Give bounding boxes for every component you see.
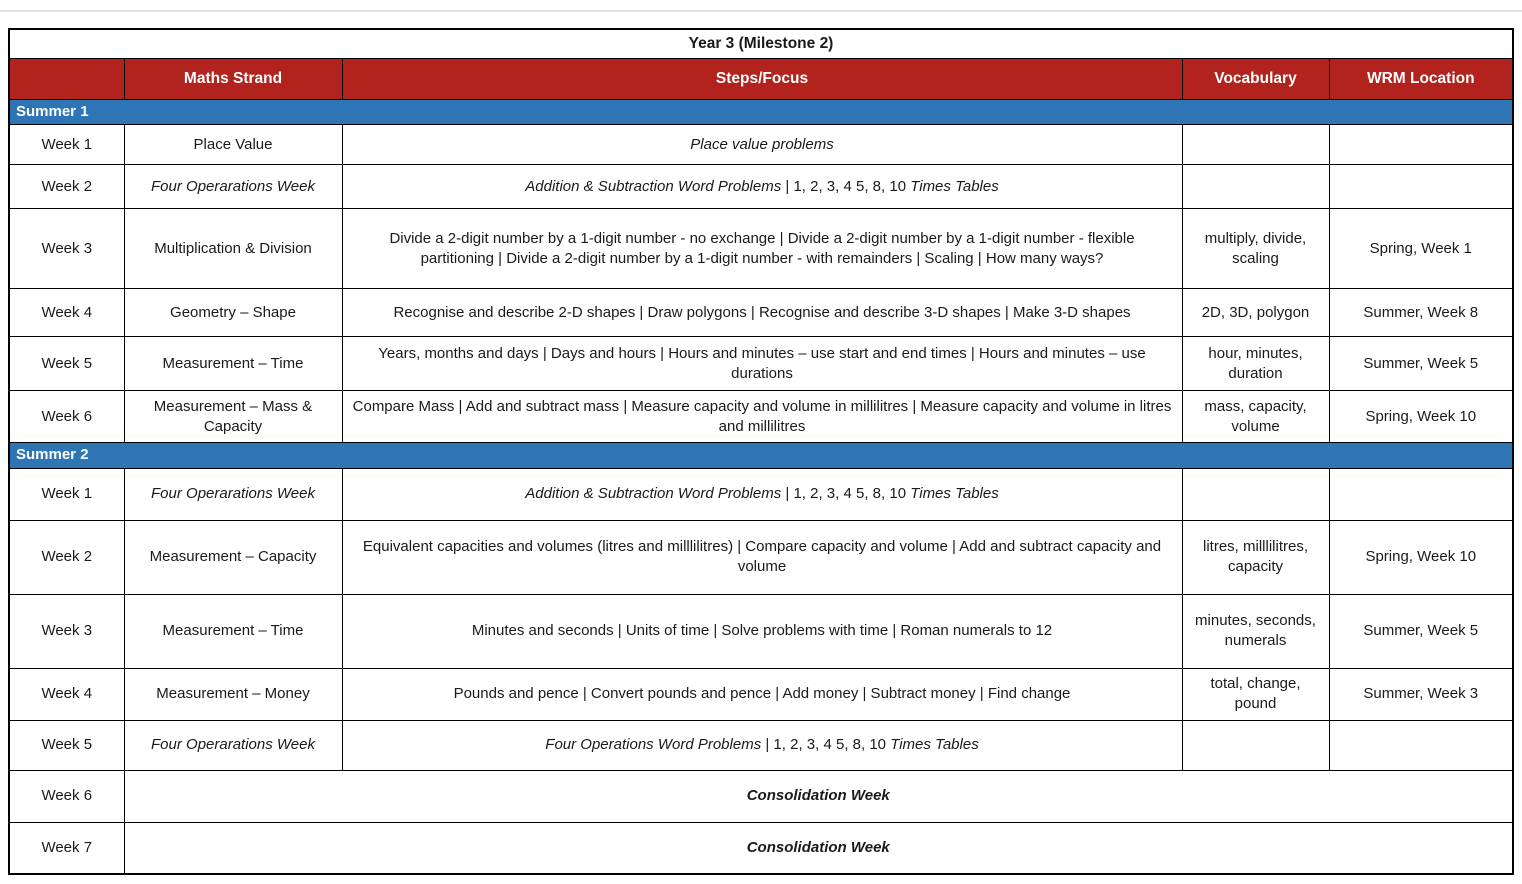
- vocabulary-cell: [1182, 720, 1329, 770]
- wrm-location-cell: [1329, 125, 1513, 165]
- column-header-vocabulary: Vocabulary: [1182, 59, 1329, 100]
- steps-text-segment: | 1, 2, 3, 4 5, 8, 10: [761, 735, 891, 753]
- wrm-location-cell: Summer, Week 8: [1329, 289, 1513, 337]
- maths-strand-cell: Geometry – Shape: [124, 289, 342, 337]
- steps-focus-cell: [342, 337, 1182, 391]
- vocabulary-cell: minutes, seconds, numerals: [1182, 594, 1329, 668]
- week-cell: Week 4: [9, 668, 124, 720]
- wrm-location-cell: Summer, Week 5: [1329, 594, 1513, 668]
- vocabulary-cell: litres, milllilitres, capacity: [1182, 520, 1329, 594]
- section-row-summer-2: [9, 443, 1513, 468]
- steps-focus-cell: [342, 668, 1182, 720]
- week-cell: Week 3: [9, 594, 124, 668]
- steps-focus-cell: [342, 165, 1182, 209]
- steps-focus-cell: [342, 594, 1182, 668]
- steps-text-segment: Times Tables: [910, 177, 999, 195]
- maths-strand-cell: Four Operarations Week: [124, 468, 342, 520]
- steps-focus-cell: [342, 720, 1182, 770]
- steps-text-segment: Four Operations Word Problems: [545, 735, 762, 753]
- week-cell: Week 7: [9, 822, 124, 874]
- steps-focus-cell: [342, 289, 1182, 337]
- steps-text-segment: Minutes and seconds | Units of time | Solve problems with time | Roman numerals to 12: [471, 621, 1053, 639]
- steps-text-segment: Place value problems: [690, 135, 834, 153]
- table-row: [9, 520, 1513, 594]
- maths-strand-cell: Measurement – Money: [124, 668, 342, 720]
- table-title: Year 3 (Milestone 2): [9, 29, 1513, 59]
- steps-focus-cell: [342, 125, 1182, 165]
- table-row: [9, 391, 1513, 443]
- maths-strand-cell: Multiplication & Division: [124, 209, 342, 289]
- steps-text-segment: Divide a 2-digit number by a 1-digit number - no exchange | Divide a 2-digit number by a 1-digit number - flexible partitioning | Divide a 2-digit number by a 1-digit number - with remainders | Scaling | How many ways?: [389, 229, 1135, 267]
- curriculum-table: [8, 28, 1514, 875]
- steps-text-segment: | 1, 2, 3, 4 5, 8, 10: [781, 484, 911, 502]
- title-row: [9, 29, 1513, 59]
- vocabulary-cell: [1182, 125, 1329, 165]
- week-cell: Week 3: [9, 209, 124, 289]
- table-row: [9, 594, 1513, 668]
- table-row: [9, 165, 1513, 209]
- maths-strand-cell: Measurement – Capacity: [124, 520, 342, 594]
- steps-focus-cell: [342, 391, 1182, 443]
- wrm-location-cell: [1329, 720, 1513, 770]
- wrm-location-cell: [1329, 468, 1513, 520]
- week-cell: Week 1: [9, 468, 124, 520]
- column-header-steps-focus: Steps/Focus: [342, 59, 1182, 100]
- table-row: [9, 209, 1513, 289]
- table-row: [9, 468, 1513, 520]
- vocabulary-cell: total, change, pound: [1182, 668, 1329, 720]
- steps-text-segment: Equivalent capacities and volumes (litres and milllilitres) | Compare capacity and volume | Add and subtract capacity and volume: [362, 537, 1162, 575]
- wrm-location-cell: Summer, Week 5: [1329, 337, 1513, 391]
- vocabulary-cell: multiply, divide, scaling: [1182, 209, 1329, 289]
- column-header-blank: [9, 59, 124, 100]
- column-header-wrm-location: WRM Location: [1329, 59, 1513, 100]
- section-row-summer-1: [9, 100, 1513, 125]
- steps-focus-cell: [342, 209, 1182, 289]
- steps-text-segment: Years, months and days | Days and hours | Hours and minutes – use start and end times | Hours and minutes – use durations: [378, 344, 1146, 382]
- wrm-location-cell: Summer, Week 3: [1329, 668, 1513, 720]
- table-row: [9, 770, 1513, 822]
- consolidation-cell: Consolidation Week: [124, 770, 1513, 822]
- section-header-label: Summer 2: [9, 443, 1513, 468]
- vocabulary-cell: [1182, 468, 1329, 520]
- maths-strand-cell: Four Operarations Week: [124, 720, 342, 770]
- consolidation-cell: Consolidation Week: [124, 822, 1513, 874]
- maths-strand-cell: Measurement – Time: [124, 594, 342, 668]
- maths-strand-cell: Measurement – Time: [124, 337, 342, 391]
- week-cell: Week 6: [9, 391, 124, 443]
- wrm-location-cell: [1329, 165, 1513, 209]
- week-cell: Week 1: [9, 125, 124, 165]
- steps-text-segment: Recognise and describe 2-D shapes | Draw polygons | Recognise and describe 3-D shapes | Make 3-D shapes: [393, 303, 1131, 321]
- vocabulary-cell: 2D, 3D, polygon: [1182, 289, 1329, 337]
- vocabulary-cell: hour, minutes, duration: [1182, 337, 1329, 391]
- section-header-label: Summer 1: [9, 100, 1513, 125]
- steps-text-segment: Pounds and pence | Convert pounds and pence | Add money | Subtract money | Find change: [453, 684, 1071, 702]
- steps-text-segment: Addition & Subtraction Word Problems: [525, 484, 782, 502]
- steps-text-segment: Compare Mass | Add and subtract mass | Measure capacity and volume in millilitres | Measure capacity and volume in litres and millilitres: [352, 397, 1172, 435]
- column-header-maths-strand: Maths Strand: [124, 59, 342, 100]
- maths-strand-cell: Measurement – Mass & Capacity: [124, 391, 342, 443]
- table-row: [9, 125, 1513, 165]
- week-cell: Week 5: [9, 720, 124, 770]
- week-cell: Week 5: [9, 337, 124, 391]
- top-divider: [0, 10, 1522, 12]
- steps-text-segment: Times Tables: [890, 735, 979, 753]
- wrm-location-cell: Spring, Week 10: [1329, 520, 1513, 594]
- wrm-location-cell: Spring, Week 1: [1329, 209, 1513, 289]
- week-cell: Week 6: [9, 770, 124, 822]
- steps-text-segment: | 1, 2, 3, 4 5, 8, 10: [781, 177, 911, 195]
- vocabulary-cell: [1182, 165, 1329, 209]
- table-row: [9, 822, 1513, 874]
- steps-text-segment: Times Tables: [910, 484, 999, 502]
- table-row: [9, 668, 1513, 720]
- column-header-row: [9, 59, 1513, 100]
- week-cell: Week 4: [9, 289, 124, 337]
- maths-strand-cell: Four Operarations Week: [124, 165, 342, 209]
- vocabulary-cell: mass, capacity, volume: [1182, 391, 1329, 443]
- wrm-location-cell: Spring, Week 10: [1329, 391, 1513, 443]
- steps-focus-cell: [342, 468, 1182, 520]
- table-row: [9, 337, 1513, 391]
- table-row: [9, 720, 1513, 770]
- week-cell: Week 2: [9, 520, 124, 594]
- table-row: [9, 289, 1513, 337]
- week-cell: Week 2: [9, 165, 124, 209]
- steps-focus-cell: [342, 520, 1182, 594]
- maths-strand-cell: Place Value: [124, 125, 342, 165]
- steps-text-segment: Addition & Subtraction Word Problems: [525, 177, 782, 195]
